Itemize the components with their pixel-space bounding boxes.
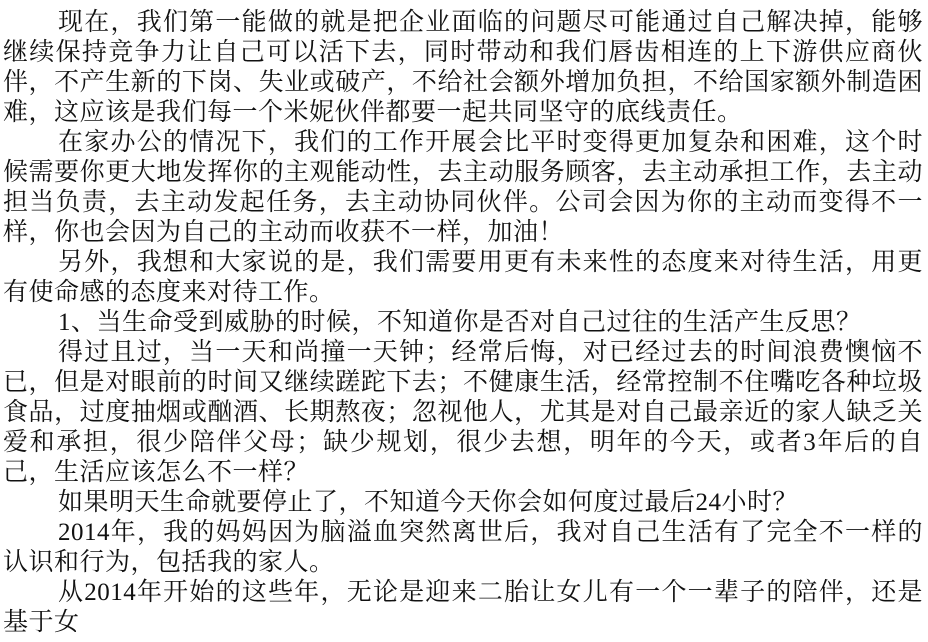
paragraph-question-life-threat: 1、当生命受到威胁的时候，不知道你是否对自己过往的生活产生反思？	[58, 309, 862, 336]
paragraph-2014-mother: 2014年，我的妈妈因为脑溢血突然离世后，我对自己生活有了完全不一样的认识和行为，包括我的家人。	[3, 519, 923, 576]
paragraph-work-from-home-initiative: 在家办公的情况下，我们的工作开展会比平时变得更加复杂和困难，这个时候需要你更大地发挥你的主观能动性，去主动服务顾客，去主动承担工作，去主动担当负责，去主动发起任务，去主动协同伙伴。公司会因为你的主动而变得不一样，你也会因为自己的主动而收获不一样，加油！	[3, 129, 923, 246]
paragraph-last-24-hours: 如果明天生命就要停止了，不知道今天你会如何度过最后24小时？	[58, 489, 799, 516]
paragraph-bottom-line-responsibility: 现在，我们第一能做的就是把企业面临的问题尽可能通过自己解决掉，能够继续保持竞争力让自己可以活下去，同时带动和我们唇齿相连的上下游供应商伙伴，不产生新的下岗、失业或破产，不给社会额外增加负担，不给国家额外制造困难，这应该是我们每一个米妮伙伴都要一起共同坚守的底线责任。	[3, 9, 923, 126]
paragraph-muddling-through-life: 得过且过，当一天和尚撞一天钟；经常后悔，对已经过去的时间浪费懊恼不已，但是对眼前的时间又继续蹉跎下去；不健康生活，经常控制不住嘴吃各种垃圾食品，过度抽烟或酗酒、长期熬夜；忽视他人，尤其是对自己最亲近的家人缺乏关爱和承担，很少陪伴父母；缺少规划，很少去想，明年的今天，或者3年后的自己，生活应该怎么不一样？	[3, 339, 923, 486]
paragraph-since-2014: 从2014年开始的这些年，无论是迎来二胎让女儿有一个一辈子的陪伴，还是基于女	[3, 579, 923, 636]
paragraph-future-attitude: 另外，我想和大家说的是，我们需要用更有未来性的态度来对待生活，用更有使命感的态度来对待工作。	[3, 249, 923, 306]
